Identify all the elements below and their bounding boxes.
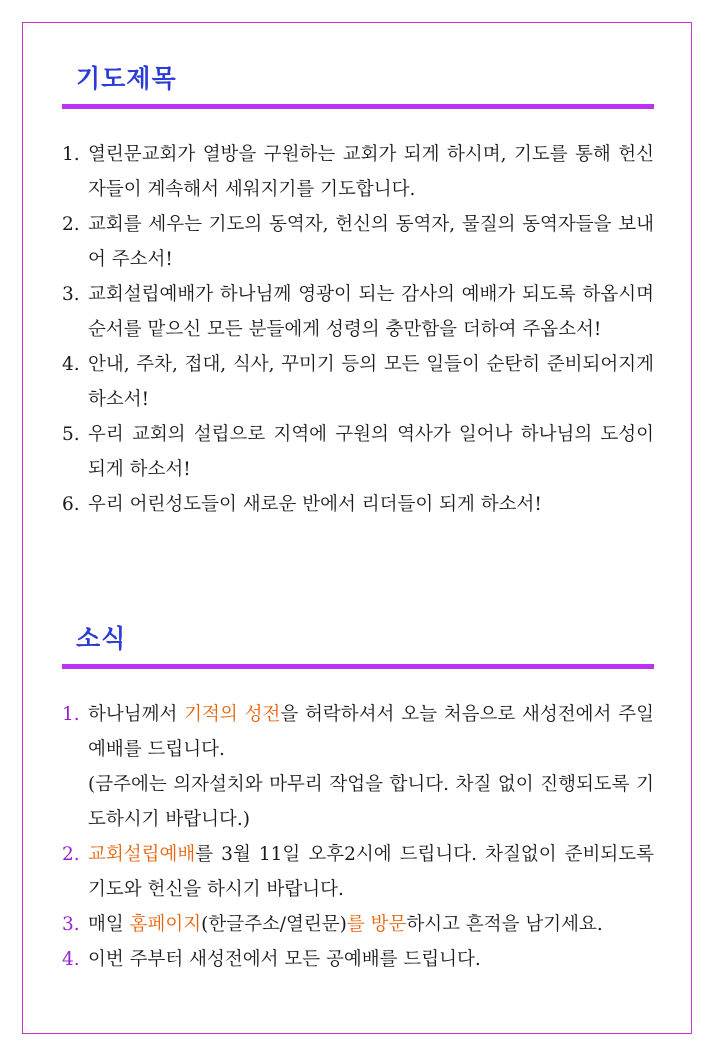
news-title: 소식 bbox=[76, 624, 127, 653]
item-number: 2. bbox=[62, 214, 80, 235]
news-item bbox=[62, 907, 654, 942]
item-text: 안내, 주차, 접대, 식사, 꾸미기 등의 모든 일들이 순탄히 준비되어지게 하소서! bbox=[88, 354, 654, 410]
item-number: 4. bbox=[62, 354, 80, 375]
prayer-item bbox=[62, 137, 654, 207]
item-number: 3. bbox=[62, 284, 80, 305]
item-text: 열린문교회가 열방을 구원하는 교회가 되게 하시며, 기도를 통해 헌신자들이 계속해서 세워지기를 기도합니다. bbox=[88, 144, 654, 200]
item-number: 3. bbox=[62, 914, 80, 935]
highlight-text: 홈페이지 bbox=[129, 914, 202, 935]
prayer-title-rule bbox=[62, 104, 654, 109]
prayer-item bbox=[62, 347, 654, 417]
item-number: 2. bbox=[62, 844, 80, 865]
item-note: (금주에는 의자설치와 마무리 작업을 합니다. 차질 없이 진행되도록 기도하시기 바랍니다.) bbox=[88, 774, 654, 830]
prayer-list bbox=[62, 137, 654, 522]
item-number: 4. bbox=[62, 949, 80, 970]
news-item bbox=[62, 697, 654, 837]
item-text: 하시고 흔적을 남기세요. bbox=[406, 914, 603, 935]
prayer-item bbox=[62, 277, 654, 347]
item-text: 를 3월 11일 오후2시에 드립니다. 차질없이 준비되도록 기도와 헌신을 하시기 바랍니다. bbox=[88, 844, 654, 900]
item-text: 교회를 세우는 기도의 동역자, 헌신의 동역자, 물질의 동역자들을 보내어 주소서! bbox=[88, 214, 654, 270]
prayer-item bbox=[62, 207, 654, 277]
news-section bbox=[62, 624, 654, 977]
item-number: 1. bbox=[62, 144, 80, 165]
news-list bbox=[62, 697, 654, 977]
highlight-text: 를 방문 bbox=[346, 914, 407, 935]
item-number: 6. bbox=[62, 494, 80, 515]
prayer-item bbox=[62, 417, 654, 487]
prayer-section bbox=[62, 64, 654, 522]
item-text: 매일 bbox=[88, 914, 130, 935]
item-number: 1. bbox=[62, 704, 80, 725]
highlight-text: 기적의 성전 bbox=[184, 704, 281, 725]
item-text: 교회설립예배가 하나님께 영광이 되는 감사의 예배가 되도록 하옵시며 순서를 맡으신 모든 분들에게 성령의 충만함을 더하여 주옵소서! bbox=[88, 284, 654, 340]
prayer-title: 기도제목 bbox=[76, 64, 177, 93]
highlight-text: 교회설립예배 bbox=[88, 844, 196, 865]
item-text: 을 허락하셔서 오늘 처음으로 새성전에서 주일예배를 드립니다. bbox=[88, 704, 654, 760]
item-text: 우리 교회의 설립으로 지역에 구원의 역사가 일어나 하나님의 도성이 되게 하소서! bbox=[88, 424, 654, 480]
prayer-item bbox=[62, 487, 654, 522]
item-text: 이번 주부터 새성전에서 모든 공예배를 드립니다. bbox=[88, 949, 481, 970]
item-text: (한글주소/열린문) bbox=[201, 914, 347, 935]
item-text: 우리 어린성도들이 새로운 반에서 리더들이 되게 하소서! bbox=[88, 494, 542, 515]
item-text: 하나님께서 bbox=[88, 704, 185, 725]
news-item bbox=[62, 942, 654, 977]
news-item bbox=[62, 837, 654, 907]
news-title-rule bbox=[62, 664, 654, 669]
item-number: 5. bbox=[62, 424, 80, 445]
